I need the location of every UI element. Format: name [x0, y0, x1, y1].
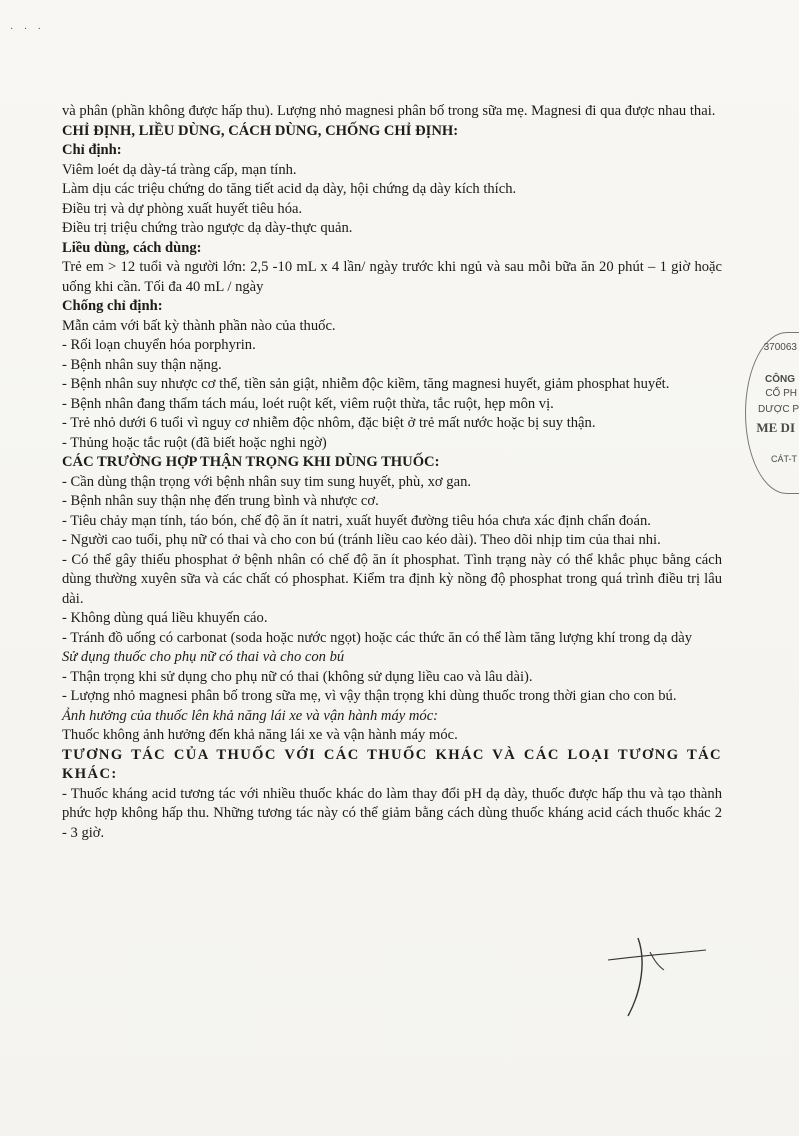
- stamp-line: ME DI: [756, 420, 795, 435]
- subheading-indications: Chỉ định:: [62, 142, 122, 158]
- subheading-driving: Ảnh hưởng của thuốc lên khả năng lái xe và vận hành máy móc:: [62, 707, 439, 724]
- signature-mark: [598, 930, 718, 1020]
- stamp-line: CỔ PH: [765, 388, 797, 399]
- list-item: - Bệnh nhân suy thận nhẹ đến trung bình và nhược cơ.: [62, 493, 379, 509]
- list-item: Viêm loét dạ dày-tá tràng cấp, mạn tính.: [62, 161, 297, 178]
- list-item: - Tiêu chảy mạn tính, táo bón, chế độ ăn ít natri, xuất huyết đường tiêu hóa chưa xác định chẩn đoán.: [62, 512, 651, 529]
- list-item: - Lượng nhỏ magnesi phân bố trong sữa mẹ, vì vậy thận trọng khi dùng thuốc trong thời gian cho con bú.: [62, 688, 677, 704]
- paragraph-dosage: Trẻ em > 12 tuổi và người lớn: 2,5 -10 mL x 4 lần/ ngày trước khi ngủ và sau mỗi bữa ăn 20 phút – 1 giờ hoặc uống khi cần. Tối đa 40 mL / ngày: [62, 259, 722, 295]
- heading-indications: CHỈ ĐỊNH, LIỀU DÙNG, CÁCH DÙNG, CHỐNG CHỈ ĐỊNH:: [62, 122, 459, 139]
- paragraph-absorption: và phân (phần không được hấp thu). Lượng nhỏ magnesi phân bố trong sữa mẹ. Magnesi đi qua được nhau thai.: [62, 103, 716, 119]
- list-item: - Cần dùng thận trọng với bệnh nhân suy tim sung huyết, phù, xơ gan.: [62, 473, 472, 490]
- list-item: Điều trị và dự phòng xuất huyết tiêu hóa.: [62, 200, 303, 217]
- company-stamp: [737, 332, 799, 502]
- stamp-line: DƯỢC P: [757, 404, 799, 415]
- list-item: Mẫn cảm với bất kỳ thành phần nào của thuốc.: [62, 317, 336, 334]
- stamp-line: CÔNG: [765, 374, 795, 385]
- stamp-code: 370063: [763, 342, 797, 353]
- paragraph-driving: Thuốc không ảnh hưởng đến khả năng lái xe và vận hành máy móc.: [62, 727, 458, 743]
- list-item: - Bệnh nhân suy thận nặng.: [62, 356, 222, 373]
- stamp-line: CÁT-T: [771, 454, 797, 464]
- list-item: Làm dịu các triệu chứng do tăng tiết acid dạ dày, hội chứng dạ dày kích thích.: [62, 181, 517, 197]
- list-item: - Bệnh nhân đang thẩm tách máu, loét ruột kết, viêm ruột thừa, tắc ruột, hẹp môn vị.: [62, 395, 554, 412]
- paragraph-interactions: - Thuốc kháng acid tương tác với nhiều thuốc khác do làm thay đổi pH dạ dày, thuốc được hấp thu và tạo thành phức hợp không hấp thu. Những tương tác này có thể giảm bằng cách dùng thuốc kháng acid cách thuốc khác 2 - 3 giờ.: [62, 785, 722, 841]
- list-item: - Bệnh nhân suy nhược cơ thể, tiền sản giật, nhiễm độc kiềm, tăng magnesi huyết, giảm phosphat huyết.: [62, 376, 670, 392]
- list-item: Điều trị triệu chứng trào ngược dạ dày-thực quản.: [62, 220, 353, 236]
- list-item: - Thủng hoặc tắc ruột (đã biết hoặc nghi ngờ): [62, 434, 327, 451]
- list-item: - Không dùng quá liều khuyến cáo.: [62, 610, 268, 626]
- list-item: - Trẻ nhỏ dưới 6 tuổi vì nguy cơ nhiễm độc nhôm, đặc biệt ở trẻ mất nước hoặc bị suy thận.: [62, 415, 596, 431]
- subheading-contraindications: Chống chỉ định:: [62, 298, 163, 314]
- list-item: - Thận trọng khi sử dụng cho phụ nữ có thai (không sử dụng liều cao và lâu dài).: [62, 668, 533, 685]
- scan-marks: · · ·: [10, 24, 45, 35]
- list-item: - Người cao tuổi, phụ nữ có thai và cho con bú (tránh liều cao kéo dài). Theo dõi nhịp tim của thai nhi.: [62, 532, 661, 548]
- subheading-dosage: Liều dùng, cách dùng:: [62, 239, 202, 256]
- heading-precautions: CÁC TRƯỜNG HỢP THẬN TRỌNG KHI DÙNG THUỐC:: [62, 454, 440, 470]
- list-item: - Rối loạn chuyển hóa porphyrin.: [62, 337, 256, 353]
- subheading-pregnancy: Sử dụng thuốc cho phụ nữ có thai và cho con bú: [62, 649, 345, 665]
- heading-interactions: TƯƠNG TÁC CỦA THUỐC VỚI CÁC THUỐC KHÁC VÀ CÁC LOẠI TƯƠNG TÁC KHÁC:: [62, 746, 722, 782]
- list-item: - Tránh đồ uống có carbonat (soda hoặc nước ngọt) hoặc các thức ăn có thể làm tăng lượng khí trong dạ dày: [62, 629, 693, 646]
- document-body: [62, 102, 722, 843]
- list-item: - Có thể gây thiếu phosphat ở bệnh nhân có chế độ ăn ít phosphat. Tình trạng này có thể khắc phục bằng cách dùng thường xuyên sữa và các chất có phosphat. Kiểm tra định kỳ nồng độ phosphat trong quá trình điều trị lâu dài.: [62, 551, 722, 607]
